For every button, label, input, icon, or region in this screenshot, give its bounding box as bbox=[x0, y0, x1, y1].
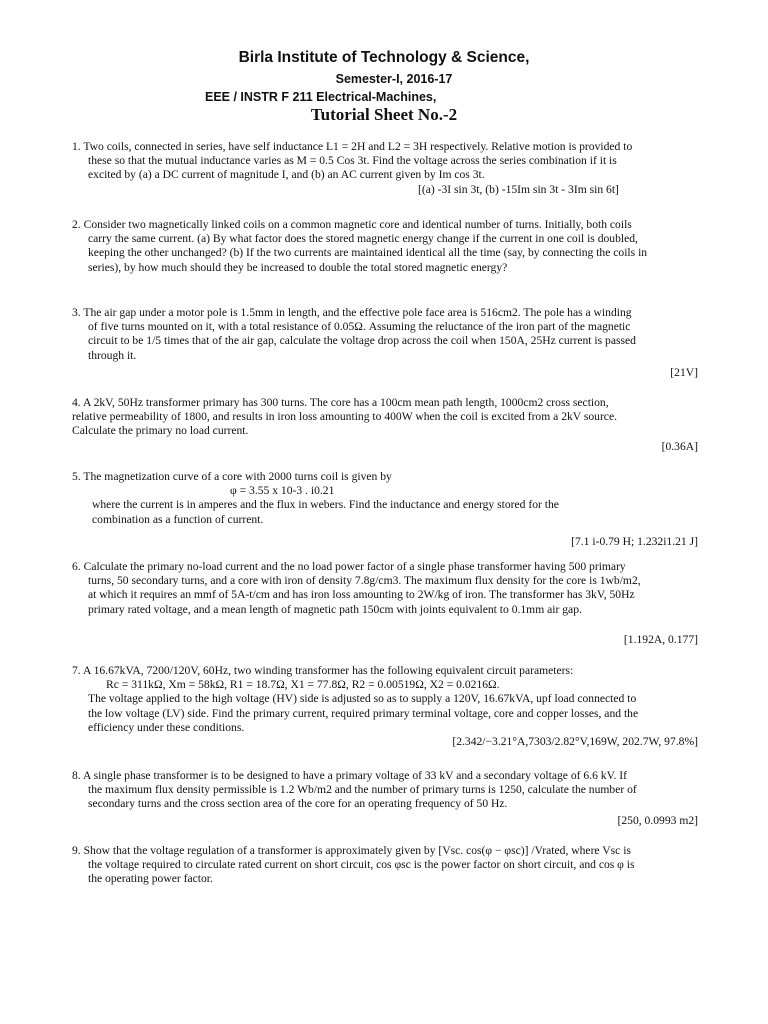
q8-line-1: 8. A single phase transformer is to be designed to have a primary voltage of 33 kV and a secondary voltage of 6.6 kV. If bbox=[72, 769, 627, 782]
q7-line-1: 7. A 16.67kVA, 7200/120V, 60Hz, two winding transformer has the following equivalent circuit parameters: bbox=[72, 664, 574, 677]
q6-answer: [1.192A, 0.177] bbox=[623, 632, 698, 646]
q7-line-4: the low voltage (LV) side. Find the primary current, required primary terminal voltage, core and copper losses, and the bbox=[88, 706, 639, 720]
q1-line-1: 1. Two coils, connected in series, have self inductance L1 = 2H and L2 = 3H respectively. Relative motion is provided to bbox=[72, 140, 633, 153]
question-1 bbox=[72, 140, 698, 197]
q2-line-1: 2. Consider two magnetically linked coils on a common magnetic core and identical number of turns. Initially, both coils bbox=[72, 218, 632, 231]
q5-answer: [7.1 i-0.79 H; 1.232i1.21 J] bbox=[571, 534, 698, 548]
q3-line-1: 3. The air gap under a motor pole is 1.5mm in length, and the effective pole face area is 516cm2. The pole has a winding bbox=[72, 306, 632, 319]
q3-line-3: circuit to be 1/5 times that of the air gap, calculate the voltage drop across the coil when 150A, 25Hz current is passed bbox=[88, 334, 636, 348]
q4-line-3: Calculate the primary no load current. bbox=[72, 424, 249, 438]
q9-line-2: the voltage required to circulate rated current on short circuit, cos φsc is the power factor on short circuit, and cos φ is bbox=[88, 858, 635, 872]
q4-answer: [0.36A] bbox=[661, 439, 698, 453]
q4-line-1: 4. A 2kV, 50Hz transformer primary has 300 turns. The core has a 100cm mean path length, 1000cm2 cross section, bbox=[72, 396, 609, 409]
q6-line-3: at which it requires an mmf of 5A-t/cm and has iron loss amounting to 2W/kg of iron. The transformer has 3kV, 50Hz bbox=[88, 588, 635, 602]
q3-answer: [21V] bbox=[670, 365, 698, 379]
q6-line-1: 6. Calculate the primary no-load current and the no load power factor of a single phase transformer having 500 primary bbox=[72, 560, 626, 573]
q3-line-2: of five turns mounted on it, with a total resistance of 0.05Ω. Assuming the reluctance of the iron part of the magnetic bbox=[88, 320, 631, 334]
q2-line-2: carry the same current. (a) By what factor does the stored magnetic energy change if the current in one coil is doubled, bbox=[88, 232, 638, 246]
q4-line-2: relative permeability of 1800, and results in iron loss amounting to 400W when the coil is excited from a 2kV source. bbox=[72, 410, 618, 424]
q7-line-3: The voltage applied to the high voltage (HV) side is adjusted so as to supply a 120V, 16.67kVA, upf load connected to bbox=[88, 692, 637, 706]
course-title: EEE / INSTR F 211 Electrical-Machines, bbox=[205, 90, 437, 104]
q6-line-2: turns, 50 secondary turns, and a core with iron of density 7.8g/cm3. The maximum flux density for the core is 1wb/m2, bbox=[88, 574, 641, 588]
q7-line-5: efficiency under these conditions. bbox=[88, 720, 245, 734]
q1-answer: [(a) -3I sin 3t, (b) -15Im sin 3t - 3Im sin 6t] bbox=[418, 182, 619, 196]
semester: Semester-I, 2016-17 bbox=[335, 72, 453, 86]
q8-answer: [250, 0.0993 m2] bbox=[617, 813, 698, 827]
q5-line-2: where the current is in amperes and the flux in webers. Find the inductance and energy stored for the bbox=[92, 498, 559, 512]
question-8 bbox=[72, 769, 698, 828]
q3-line-4: through it. bbox=[88, 348, 137, 362]
question-5 bbox=[72, 470, 698, 549]
question-3 bbox=[72, 306, 698, 380]
question-6 bbox=[72, 560, 698, 647]
q1-line-3: excited by (a) a DC current of magnitude I, and (b) an AC current given by Im cos 3t. bbox=[88, 168, 485, 182]
q9-line-1: 9. Show that the voltage regulation of a transformer is approximately given by [Vsc. cos(φ − φsc)] /Vrated, where Vsc is bbox=[72, 844, 631, 857]
q8-line-3: secondary turns and the cross section area of the core for an operating frequency of 50 Hz. bbox=[88, 797, 508, 811]
q2-line-3: keeping the other unchanged? (b) If the two currents are maintained identical all the time (say, by connecting the coils in bbox=[88, 246, 648, 260]
q5-line-1: 5. The magnetization curve of a core with 2000 turns coil is given by bbox=[72, 470, 392, 483]
q7-answer: [2.342/−3.21°A,7303/2.82°V,169W, 202.7W, 97.8%] bbox=[452, 734, 698, 748]
q9-line-3: the operating power factor. bbox=[88, 872, 213, 886]
q5-formula: φ = 3.55 x 10-3 . i0.21 bbox=[230, 484, 335, 498]
q7-line-2: Rc = 311kΩ, Xm = 58kΩ, R1 = 18.7Ω, X1 = 77.8Ω, R2 = 0.00519Ω, X2 = 0.0216Ω. bbox=[106, 678, 500, 692]
q6-line-4: primary rated voltage, and a mean length of magnetic path 150cm with joints equivalent to 0.1mm air gap. bbox=[88, 602, 582, 616]
question-4 bbox=[72, 396, 698, 454]
q8-line-2: the maximum flux density permissible is 1.2 Wb/m2 and the number of primary turns is 1250, calculate the number of bbox=[88, 783, 637, 797]
q5-line-3: combination as a function of current. bbox=[92, 512, 264, 526]
question-7 bbox=[72, 664, 698, 749]
sheet-title: Tutorial Sheet No.-2 bbox=[310, 105, 458, 124]
question-9 bbox=[72, 844, 698, 887]
q2-line-4: series), by how much should they be increased to double the total stored magnetic energy? bbox=[88, 260, 508, 274]
question-2 bbox=[72, 218, 698, 275]
q1-line-2: these so that the mutual inductance varies as M = 0.5 Cos 3t. Find the voltage across the series combination if it is bbox=[88, 154, 617, 168]
institute-name: Birla Institute of Technology & Science, bbox=[238, 49, 530, 66]
